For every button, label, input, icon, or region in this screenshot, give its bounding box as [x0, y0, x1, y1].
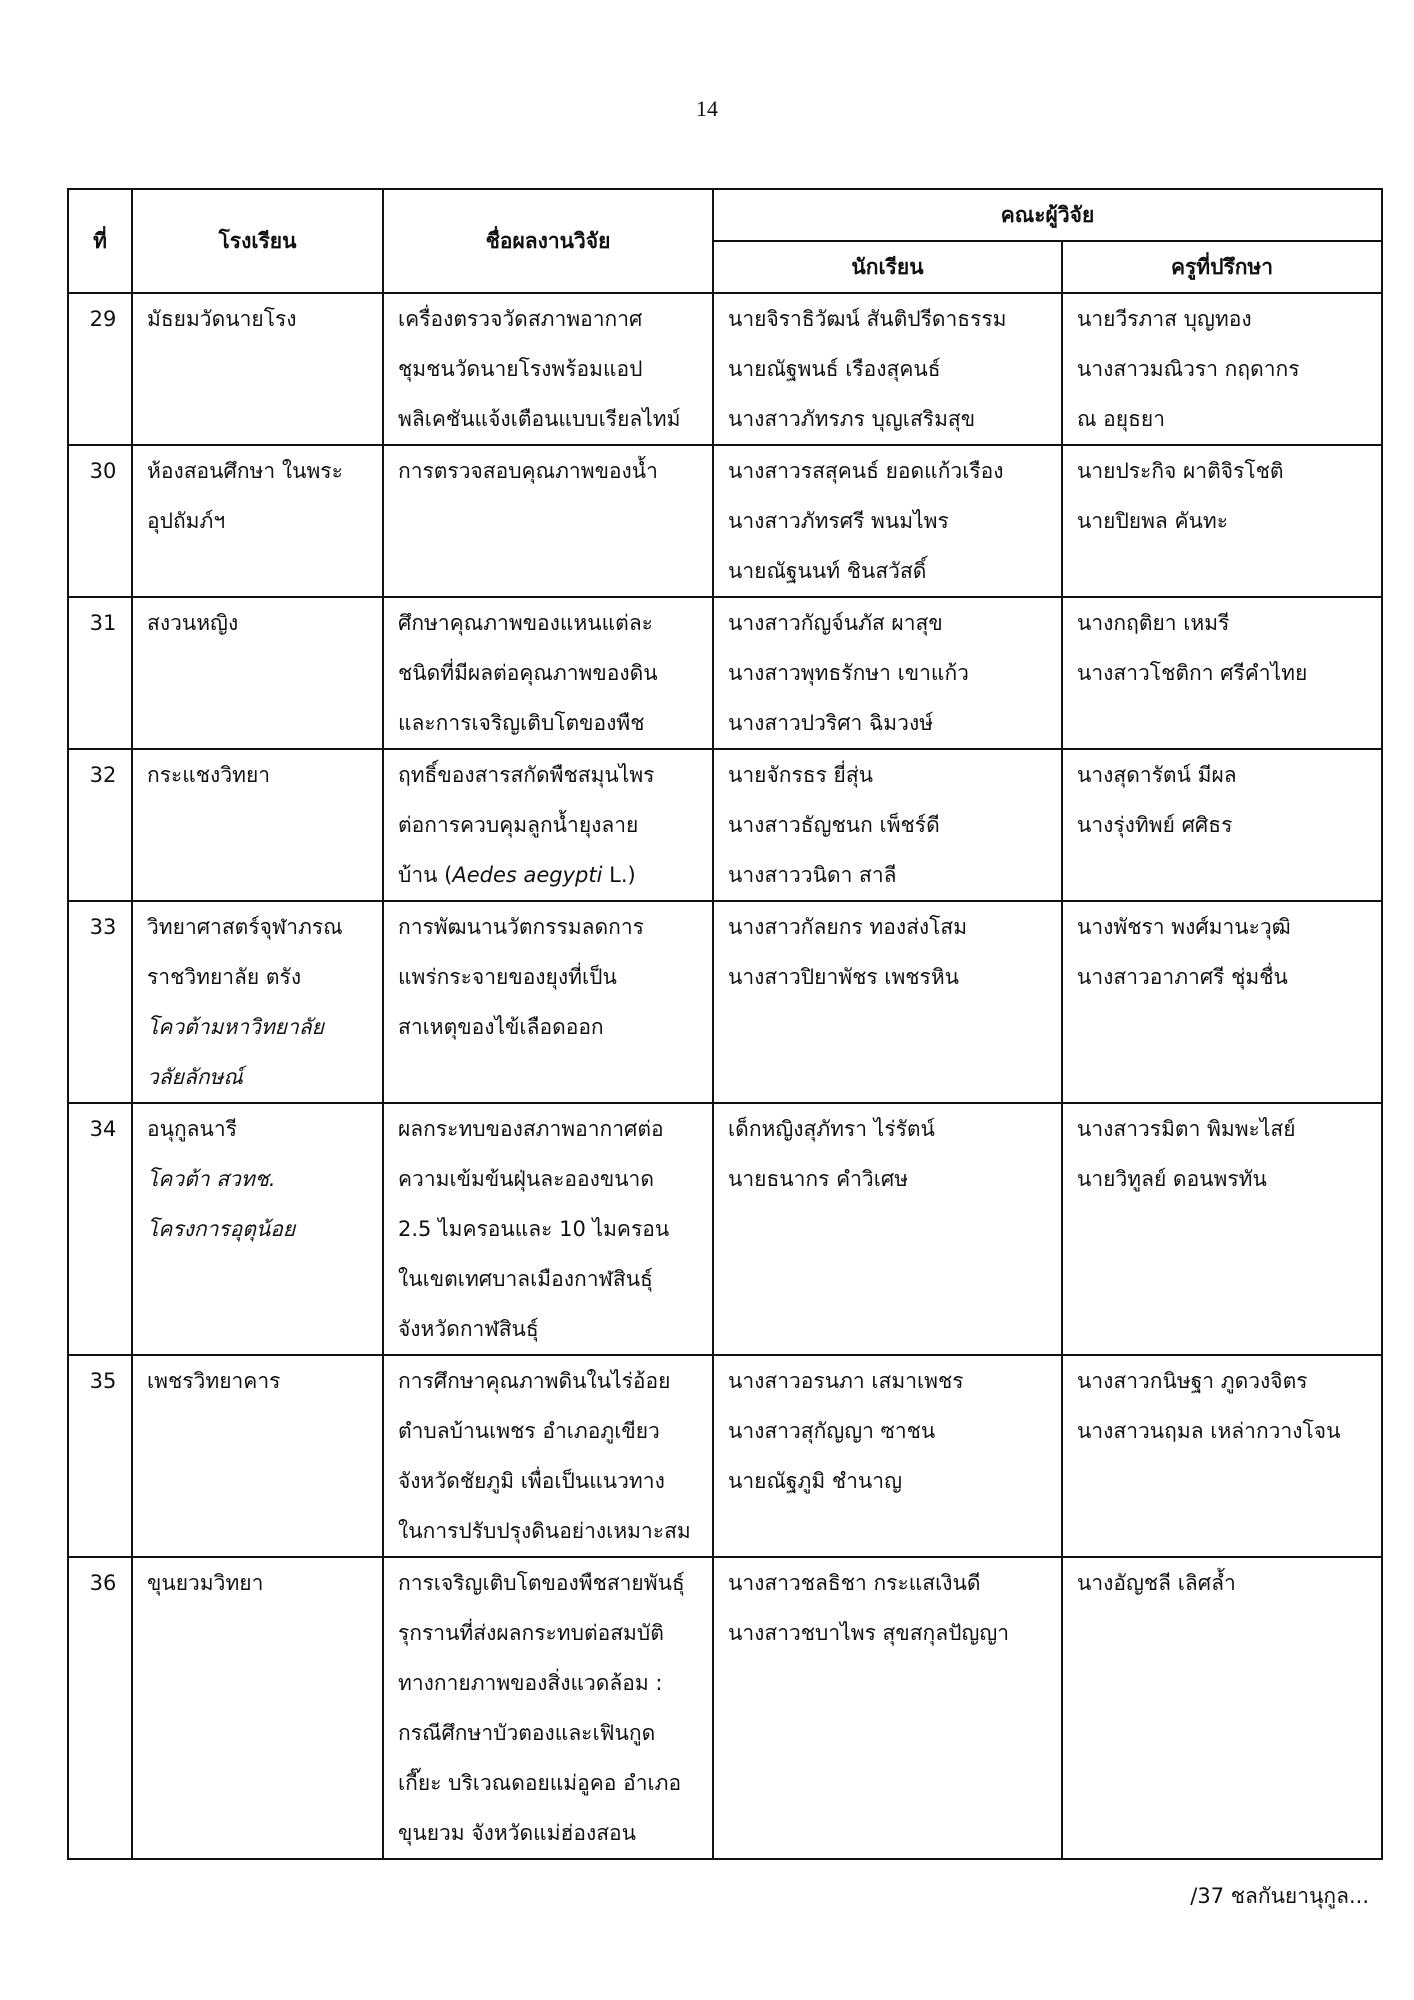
advisor-names-line: นางอัญชลี เลิศล้ำ	[1077, 1571, 1236, 1595]
research-title-line: ศึกษาคุณภาพของแหนแต่ละ	[398, 611, 653, 635]
student-names	[713, 1557, 1062, 1859]
student-names-line: นางสาวสุกัญญา ซาชน	[728, 1419, 936, 1443]
row-number: 32	[68, 749, 132, 901]
student-names-line: นายจิราธิวัฒน์ สันติปรีดาธรรม	[728, 307, 1007, 331]
advisor-names	[1062, 1103, 1382, 1355]
research-title	[383, 293, 713, 445]
school-name-line: อนุกูลนารี	[147, 1117, 237, 1141]
school-name-line: สงวนหญิง	[147, 611, 239, 635]
school-name-line: กระแชงวิทยา	[147, 763, 271, 787]
advisor-names	[1062, 293, 1382, 445]
research-title-line: ในเขตเทศบาลเมืองกาฬสินธุ์	[398, 1267, 653, 1291]
research-title-line: พลิเคชันแจ้งเตือนแบบเรียลไทม์	[398, 407, 681, 431]
row-number: 29	[68, 293, 132, 445]
student-names-line: นางสาวกัญจ์นภัส ผาสุข	[728, 611, 943, 635]
research-title	[383, 1103, 713, 1355]
row-number: 34	[68, 1103, 132, 1355]
student-names	[713, 749, 1062, 901]
research-title-line: ทางกายภาพของสิ่งแวดล้อม :	[398, 1671, 663, 1695]
school-name-line: อุปถัมภ์ฯ	[147, 509, 226, 533]
row-number: 30	[68, 445, 132, 597]
student-names-line: นางสาววนิดา สาลี	[728, 863, 897, 887]
header-research-team: คณะผู้วิจัย	[713, 189, 1382, 241]
table-row	[68, 293, 1382, 445]
student-names-line: นางสาวภัทรภร บุญเสริมสุข	[728, 407, 976, 431]
student-names-line: นางสาวรสสุคนธ์ ยอดแก้วเรือง	[728, 459, 1004, 483]
table-body	[68, 293, 1382, 1859]
advisor-names-line: นางกฤติยา เหมรี	[1077, 611, 1230, 635]
row-number: 35	[68, 1355, 132, 1557]
school-name	[132, 901, 383, 1103]
student-names-line: นางสาวปวริศา ฉิมวงษ์	[728, 711, 934, 735]
research-title-line: สาเหตุของไข้เลือดออก	[398, 1015, 604, 1039]
advisor-names-line: นางสาวอาภาศรี ชุ่มชื่น	[1077, 965, 1288, 989]
table-row	[68, 1355, 1382, 1557]
research-title-line: บ้าน (Aedes aegypti L.)	[398, 863, 636, 887]
school-name-line: เพชรวิทยาคาร	[147, 1369, 281, 1393]
student-names	[713, 597, 1062, 749]
student-names-line: เด็กหญิงสุภัทรา ไร่รัตน์	[728, 1117, 935, 1141]
research-title-line: ความเข้มข้นฝุ่นละอองขนาด	[398, 1167, 654, 1191]
header-advisors: ครูที่ปรึกษา	[1062, 241, 1382, 293]
advisor-names	[1062, 1557, 1382, 1859]
research-title	[383, 749, 713, 901]
student-names-line: นางสาวชลธิชา กระแสเงินดี	[728, 1571, 981, 1595]
school-name-line: มัธยมวัดนายโรง	[147, 307, 297, 331]
school-name-line: ราชวิทยาลัย ตรัง	[147, 965, 302, 989]
advisor-names-line: นางสาวโชติกา ศรีคำไทย	[1077, 661, 1308, 685]
row-number: 31	[68, 597, 132, 749]
research-title-line: ในการปรับปรุงดินอย่างเหมาะสม	[398, 1519, 691, 1543]
research-title-line: ต่อการควบคุมลูกน้ำยุงลาย	[398, 813, 639, 837]
school-name-line: ขุนยวมวิทยา	[147, 1571, 264, 1595]
student-names-line: นางสาวธัญชนก เพ็ชร์ดี	[728, 813, 940, 837]
advisor-names-line: นายวีรภาส บุญทอง	[1077, 307, 1252, 331]
research-title-line: 2.5 ไมครอนและ 10 ไมครอน	[398, 1217, 670, 1241]
table-row	[68, 749, 1382, 901]
table-row	[68, 901, 1382, 1103]
school-name	[132, 1557, 383, 1859]
research-title	[383, 445, 713, 597]
research-title-line: ฤทธิ์ของสารสกัดพืชสมุนไพร	[398, 763, 655, 787]
school-name	[132, 293, 383, 445]
advisor-names-line: นางสาวนฤมล เหล่ากวางโจน	[1077, 1419, 1341, 1443]
school-name-line: วิทยาศาสตร์จุฬาภรณ	[147, 915, 343, 939]
advisor-names-line: นางสาวรมิตา พิมพะไสย์	[1077, 1117, 1296, 1141]
school-name	[132, 1355, 383, 1557]
student-names-line: นายณัฐนนท์ ชินสวัสดิ์	[728, 559, 927, 583]
row-number: 33	[68, 901, 132, 1103]
research-title-line: จังหวัดกาฬสินธุ์	[398, 1317, 539, 1341]
student-names	[713, 293, 1062, 445]
research-title	[383, 1557, 713, 1859]
research-title-line: รุกรานที่ส่งผลกระทบต่อสมบัติ	[398, 1621, 664, 1645]
research-title-line: การพัฒนานวัตกรรมลดการ	[398, 915, 644, 939]
research-title-line: ชนิดที่มีผลต่อคุณภาพของดิน	[398, 661, 658, 685]
research-title	[383, 597, 713, 749]
advisor-names	[1062, 901, 1382, 1103]
research-title-line: ชุมชนวัดนายโรงพร้อมแอป	[398, 357, 643, 381]
header-no: ที่	[68, 189, 132, 293]
advisor-names-line: นายปิยพล คันทะ	[1077, 509, 1228, 533]
research-title-line: ตำบลบ้านเพชร อำเภอภูเขียว	[398, 1419, 660, 1443]
school-name	[132, 749, 383, 901]
advisor-names-line: นางสาวกนิษฐา ภูดวงจิตร	[1077, 1369, 1308, 1393]
research-title-line: การตรวจสอบคุณภาพของน้ำ	[398, 459, 658, 483]
school-name-line: ห้องสอนศึกษา ในพระ	[147, 459, 343, 483]
research-title-line: เครื่องตรวจวัดสภาพอากาศ	[398, 307, 643, 331]
research-title-line: การศึกษาคุณภาพดินในไร่อ้อย	[398, 1369, 671, 1393]
advisor-names	[1062, 445, 1382, 597]
school-name	[132, 597, 383, 749]
school-name-line: โควต้า สวทช.	[147, 1167, 276, 1191]
research-title-line: ผลกระทบของสภาพอากาศต่อ	[398, 1117, 664, 1141]
research-title	[383, 1355, 713, 1557]
advisor-names-line: นางรุ่งทิพย์ ศศิธร	[1077, 813, 1233, 837]
research-title-line: การเจริญเติบโตของพืชสายพันธุ์	[398, 1571, 685, 1595]
table-row	[68, 597, 1382, 749]
advisor-names	[1062, 597, 1382, 749]
header-school: โรงเรียน	[132, 189, 383, 293]
student-names	[713, 1103, 1062, 1355]
table-row	[68, 1103, 1382, 1355]
advisor-names	[1062, 749, 1382, 901]
student-names-line: นางสาวพุทธรักษา เขาแก้ว	[728, 661, 969, 685]
student-names	[713, 1355, 1062, 1557]
student-names-line: นางสาวชบาไพร สุขสกุลปัญญา	[728, 1621, 1010, 1645]
table-row	[68, 445, 1382, 597]
research-title	[383, 901, 713, 1103]
student-names-line: นายจักรธร ยี่สุ่น	[728, 763, 874, 787]
school-name-line: วลัยลักษณ์	[147, 1065, 243, 1089]
student-names-line: นางสาวกัลยกร ทองส่งโสม	[728, 915, 968, 939]
school-name	[132, 445, 383, 597]
research-title-line: แพร่กระจายของยุงที่เป็น	[398, 965, 617, 989]
table-row	[68, 1557, 1382, 1859]
student-names-line: นายณัฐภูมิ ชำนาญ	[728, 1469, 902, 1493]
student-names-line: นางสาวอรนภา เสมาเพชร	[728, 1369, 964, 1393]
page-number: 14	[696, 96, 718, 121]
research-title-line: และการเจริญเติบโตของพืช	[398, 711, 645, 735]
school-name-line: โควต้ามหาวิทยาลัย	[147, 1015, 324, 1039]
advisor-names-line: นางพัชรา พงศ์มานะวุฒิ	[1077, 915, 1291, 939]
header-title: ชื่อผลงานวิจัย	[383, 189, 713, 293]
advisor-names-line: ณ อยุธยา	[1077, 407, 1165, 431]
student-names	[713, 445, 1062, 597]
student-names	[713, 901, 1062, 1103]
student-names-line: นางสาวปิยาพัชร เพชรหิน	[728, 965, 960, 989]
research-title-line: เกี๊ยะ บริเวณดอยแม่อูคอ อำเภอ	[398, 1771, 682, 1795]
row-number: 36	[68, 1557, 132, 1859]
research-table	[67, 188, 1383, 1860]
continuation-note: /37 ชลกันยานุกูล...	[1190, 1884, 1369, 1908]
research-title-line: กรณีศึกษาบัวตองและเฟินกูด	[398, 1721, 656, 1745]
school-name-line: โครงการอุตุน้อย	[147, 1217, 296, 1241]
advisor-names-line: นายประกิจ ผาติจิรโชติ	[1077, 459, 1284, 483]
school-name	[132, 1103, 383, 1355]
research-title-line: ขุนยวม จังหวัดแม่ฮ่องสอน	[398, 1821, 637, 1845]
advisor-names-line: นายวิทูลย์ ดอนพรทัน	[1077, 1167, 1267, 1191]
student-names-line: นายธนากร คำวิเศษ	[728, 1167, 909, 1191]
research-title-line: จังหวัดชัยภูมิ เพื่อเป็นแนวทาง	[398, 1469, 665, 1493]
advisor-names	[1062, 1355, 1382, 1557]
advisor-names-line: นางสุดารัตน์ มีผล	[1077, 763, 1237, 787]
student-names-line: นายณัฐพนธ์ เรืองสุคนธ์	[728, 357, 941, 381]
student-names-line: นางสาวภัทรศรี พนมไพร	[728, 509, 949, 533]
header-students: นักเรียน	[713, 241, 1062, 293]
advisor-names-line: นางสาวมณิวรา กฤดากร	[1077, 357, 1300, 381]
